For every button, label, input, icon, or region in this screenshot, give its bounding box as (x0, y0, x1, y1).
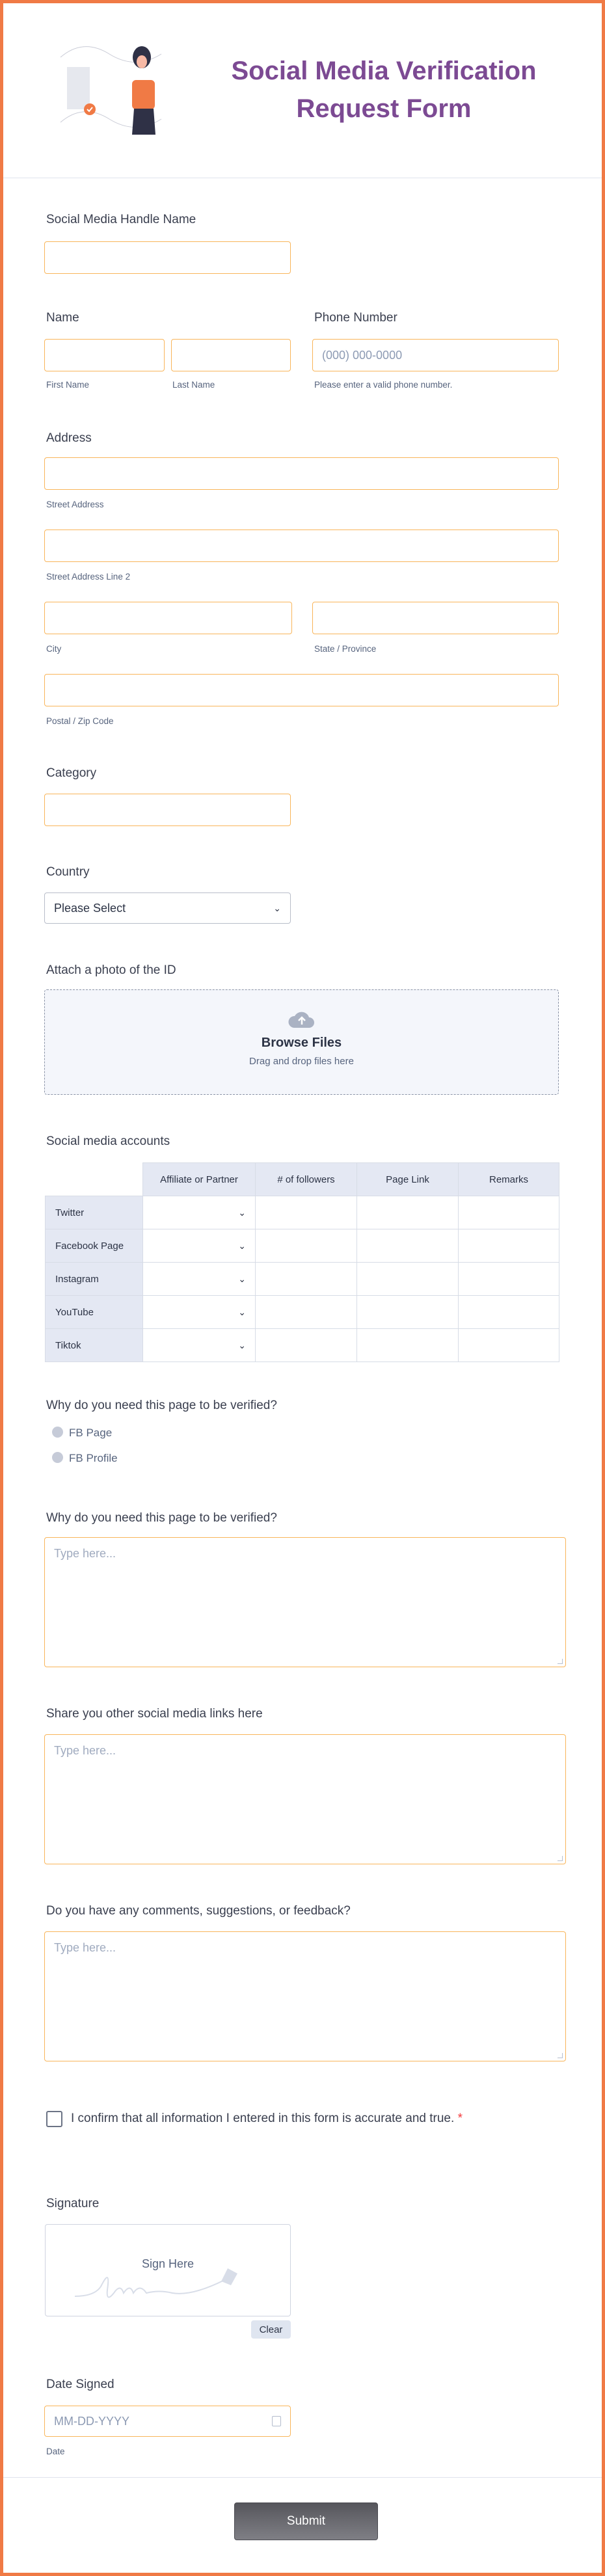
category-input[interactable] (44, 794, 291, 826)
street-sublabel: Street Address (46, 500, 104, 509)
calendar-icon[interactable] (272, 2416, 281, 2426)
row-label: Facebook Page (46, 1229, 143, 1263)
followers-input[interactable] (256, 1229, 357, 1263)
last-name-sublabel: Last Name (172, 380, 215, 390)
page-link-input[interactable] (357, 1263, 459, 1296)
table-row (46, 1229, 559, 1263)
upload-hint: Drag and drop files here (249, 1056, 354, 1067)
submit-button[interactable]: Submit (234, 2502, 378, 2540)
remarks-input[interactable] (459, 1229, 559, 1263)
remarks-input[interactable] (459, 1329, 559, 1362)
form-title: Social Media Verification Request Form (231, 57, 537, 123)
clear-signature-button[interactable]: Clear (251, 2320, 291, 2339)
last-name-input[interactable] (171, 339, 291, 371)
postal-input[interactable] (44, 674, 559, 706)
table-row (46, 1329, 559, 1362)
radio-fb-profile[interactable] (52, 1452, 63, 1463)
date-placeholder: MM-DD-YYYY (54, 2414, 129, 2428)
country-selected: Please Select (54, 901, 126, 915)
column-header: Affiliate or Partner (143, 1163, 256, 1196)
date-label: Date Signed (46, 2378, 114, 2391)
date-sublabel: Date (46, 2447, 65, 2456)
required-asterisk: * (457, 2112, 463, 2125)
street-input[interactable] (44, 457, 559, 490)
verify-reason-textarea[interactable] (44, 1537, 566, 1667)
row-label: Tiktok (46, 1329, 143, 1362)
footer-divider (3, 2477, 602, 2478)
resize-handle[interactable] (558, 1659, 563, 1664)
textarea-placeholder: Type here... (54, 1941, 116, 1954)
verify-type-label: Why do you need this page to be verified? (46, 1399, 277, 1412)
followers-input[interactable] (256, 1329, 357, 1362)
row-label: YouTube (46, 1296, 143, 1329)
chevron-down-icon: ⌄ (273, 902, 281, 913)
comments-textarea[interactable] (44, 1931, 566, 2061)
name-label: Name (46, 311, 79, 325)
phone-hint: Please enter a valid phone number. (314, 380, 453, 390)
upload-label: Attach a photo of the ID (46, 963, 176, 977)
page-link-input[interactable] (357, 1329, 459, 1362)
postal-sublabel: Postal / Zip Code (46, 716, 114, 726)
other-links-textarea[interactable] (44, 1734, 566, 1864)
city-input[interactable] (44, 602, 292, 634)
page-link-input[interactable] (357, 1296, 459, 1329)
first-name-input[interactable] (44, 339, 165, 371)
address-label: Address (46, 431, 92, 445)
row-label: Instagram (46, 1263, 143, 1296)
signature-pad[interactable] (45, 2224, 291, 2316)
country-label: Country (46, 865, 90, 879)
radio-label: FB Profile (69, 1452, 118, 1464)
table-row (46, 1296, 559, 1329)
affiliate-select[interactable]: ⌄ (143, 1229, 256, 1263)
category-label: Category (46, 766, 97, 780)
country-select[interactable] (44, 892, 291, 924)
signature-placeholder: Sign Here (141, 2257, 195, 2270)
remarks-input[interactable] (459, 1296, 559, 1329)
cloud-upload-icon (288, 1010, 316, 1029)
affiliate-select[interactable]: ⌄ (143, 1196, 256, 1229)
row-label: Twitter (46, 1196, 143, 1229)
signature-pen-icon (75, 2267, 263, 2306)
followers-input[interactable] (256, 1196, 357, 1229)
state-sublabel: State / Province (314, 644, 377, 654)
accounts-label: Social media accounts (46, 1134, 170, 1148)
affiliate-select[interactable]: ⌄ (143, 1329, 256, 1362)
state-input[interactable] (312, 602, 559, 634)
affiliate-select[interactable]: ⌄ (143, 1296, 256, 1329)
phone-label: Phone Number (314, 311, 397, 325)
comments-label: Do you have any comments, suggestions, or feedback? (46, 1904, 351, 1918)
radio-fb-page[interactable] (52, 1427, 63, 1438)
column-header: Remarks (459, 1163, 559, 1196)
resize-handle[interactable] (558, 2053, 563, 2058)
textarea-placeholder: Type here... (54, 1744, 116, 1757)
remarks-input[interactable] (459, 1196, 559, 1229)
confirm-label: I confirm that all information I entered in this form is accurate and true. * (71, 2112, 463, 2125)
table-row (46, 1196, 559, 1229)
accounts-table (45, 1162, 559, 1362)
column-header: # of followers (256, 1163, 357, 1196)
textarea-placeholder: Type here... (54, 1547, 116, 1560)
followers-input[interactable] (256, 1296, 357, 1329)
other-links-label: Share you other social media links here (46, 1707, 263, 1721)
header-illustration (57, 41, 174, 142)
city-sublabel: City (46, 644, 62, 654)
browse-files-button[interactable]: Browse Files (261, 1036, 342, 1050)
date-input[interactable] (44, 2406, 291, 2437)
handle-input[interactable] (44, 241, 291, 274)
followers-input[interactable] (256, 1263, 357, 1296)
phone-placeholder: (000) 000-0000 (322, 348, 403, 362)
street2-input[interactable] (44, 530, 559, 562)
first-name-sublabel: First Name (46, 380, 90, 390)
remarks-input[interactable] (459, 1263, 559, 1296)
column-header: Page Link (357, 1163, 459, 1196)
radio-label: FB Page (69, 1427, 113, 1439)
table-row (46, 1263, 559, 1296)
affiliate-select[interactable]: ⌄ (143, 1263, 256, 1296)
signature-label: Signature (46, 2197, 100, 2210)
handle-label: Social Media Handle Name (46, 213, 196, 226)
upload-dropzone[interactable] (44, 989, 559, 1095)
page-link-input[interactable] (357, 1196, 459, 1229)
phone-input[interactable] (312, 339, 559, 371)
street2-sublabel: Street Address Line 2 (46, 572, 131, 582)
page-link-input[interactable] (357, 1229, 459, 1263)
verify-reason-label: Why do you need this page to be verified? (46, 1511, 277, 1525)
confirm-checkbox[interactable] (46, 2111, 62, 2127)
resize-handle[interactable] (558, 1856, 563, 1861)
